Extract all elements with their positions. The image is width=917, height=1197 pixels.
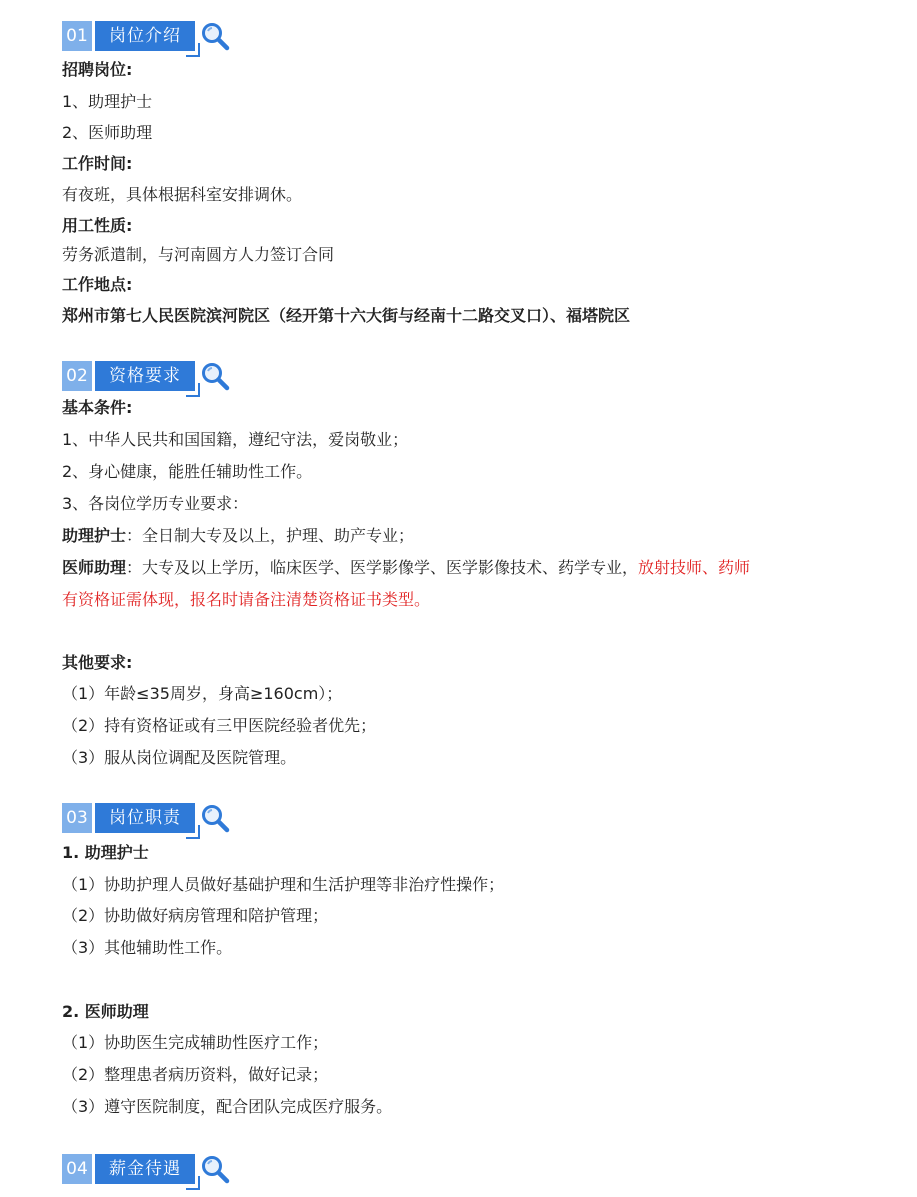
position-item: 2、医师助理 (62, 123, 153, 142)
section-title: 资格要求 (95, 361, 195, 391)
duty-item: （1）协助医生完成辅助性医疗工作； (62, 1033, 329, 1052)
condition-item: 2、身心健康，能胜任辅助性工作。 (62, 462, 313, 481)
label-work-location: 工作地点: (62, 275, 133, 294)
label-basic-conditions: 基本条件: (62, 398, 133, 417)
work-time-text: 有夜班，具体根据科室安排调休。 (62, 185, 303, 204)
section-title: 薪金待遇 (95, 1154, 195, 1184)
section-number: 01 (62, 21, 92, 51)
section-header-04 (62, 1154, 242, 1184)
requirement-label: 医师助理 (62, 558, 127, 577)
employment-type-text: 劳务派遣制，与河南圆方人力签订合同 (62, 245, 335, 264)
corner-decoration (186, 825, 200, 839)
requirement-physician-assistant (62, 556, 750, 580)
magnifier-icon (200, 21, 230, 51)
duty-item: （2）协助做好病房管理和陪护管理； (62, 906, 329, 925)
other-requirement-item: （2）持有资格证或有三甲医院经验者优先； (62, 716, 377, 735)
highlight-text: 有资格证需体现，报名时请备注清楚资格证书类型。 (62, 590, 431, 609)
corner-decoration (186, 383, 200, 397)
duty-heading-nurse-assistant: 1. 助理护士 (62, 843, 149, 862)
section-header-03 (62, 803, 242, 833)
other-requirement-item: （3）服从岗位调配及医院管理。 (62, 748, 297, 767)
section-header-01 (62, 21, 242, 51)
duty-item: （1）协助护理人员做好基础护理和生活护理等非治疗性操作； (62, 875, 505, 894)
duty-item: （3）遵守医院制度，配合团队完成医疗服务。 (62, 1097, 393, 1116)
magnifier-icon (200, 361, 230, 391)
requirement-nurse-assistant (62, 524, 414, 548)
requirement-label: 助理护士 (62, 526, 127, 545)
corner-decoration (186, 1176, 200, 1190)
magnifier-icon (200, 1154, 230, 1184)
requirement-text: ：大专及以上学历，临床医学、医学影像学、医学影像技术、药学专业， (126, 558, 639, 577)
section-number: 03 (62, 803, 92, 833)
section-title: 岗位介绍 (95, 21, 195, 51)
section-title: 岗位职责 (95, 803, 195, 833)
label-positions: 招聘岗位: (62, 60, 133, 79)
label-other-requirements: 其他要求: (62, 653, 133, 672)
corner-decoration (186, 43, 200, 57)
work-location-text: 郑州市第七人民医院滨河院区（经开第十六大街与经南十二路交叉口）、福塔院区 (62, 306, 631, 325)
duty-item: （2）整理患者病历资料，做好记录； (62, 1065, 329, 1084)
section-number: 04 (62, 1154, 92, 1184)
label-employment-type: 用工性质: (62, 216, 133, 235)
highlight-text: 放射技师、药师 (638, 558, 751, 577)
requirement-text: ：全日制大专及以上，护理、助产专业； (126, 526, 415, 545)
duty-heading-physician-assistant: 2. 医师助理 (62, 1002, 149, 1021)
position-item: 1、助理护士 (62, 92, 153, 111)
magnifier-icon (200, 803, 230, 833)
section-header-02 (62, 361, 242, 391)
condition-item: 1、中华人民共和国国籍，遵纪守法，爱岗敬业； (62, 430, 409, 449)
label-work-time: 工作时间: (62, 154, 133, 173)
other-requirement-item: （1）年龄≤35周岁，身高≥160cm）； (62, 684, 343, 703)
section-number: 02 (62, 361, 92, 391)
duty-item: （3）其他辅助性工作。 (62, 938, 233, 957)
condition-item: 3、各岗位学历专业要求： (62, 494, 249, 513)
